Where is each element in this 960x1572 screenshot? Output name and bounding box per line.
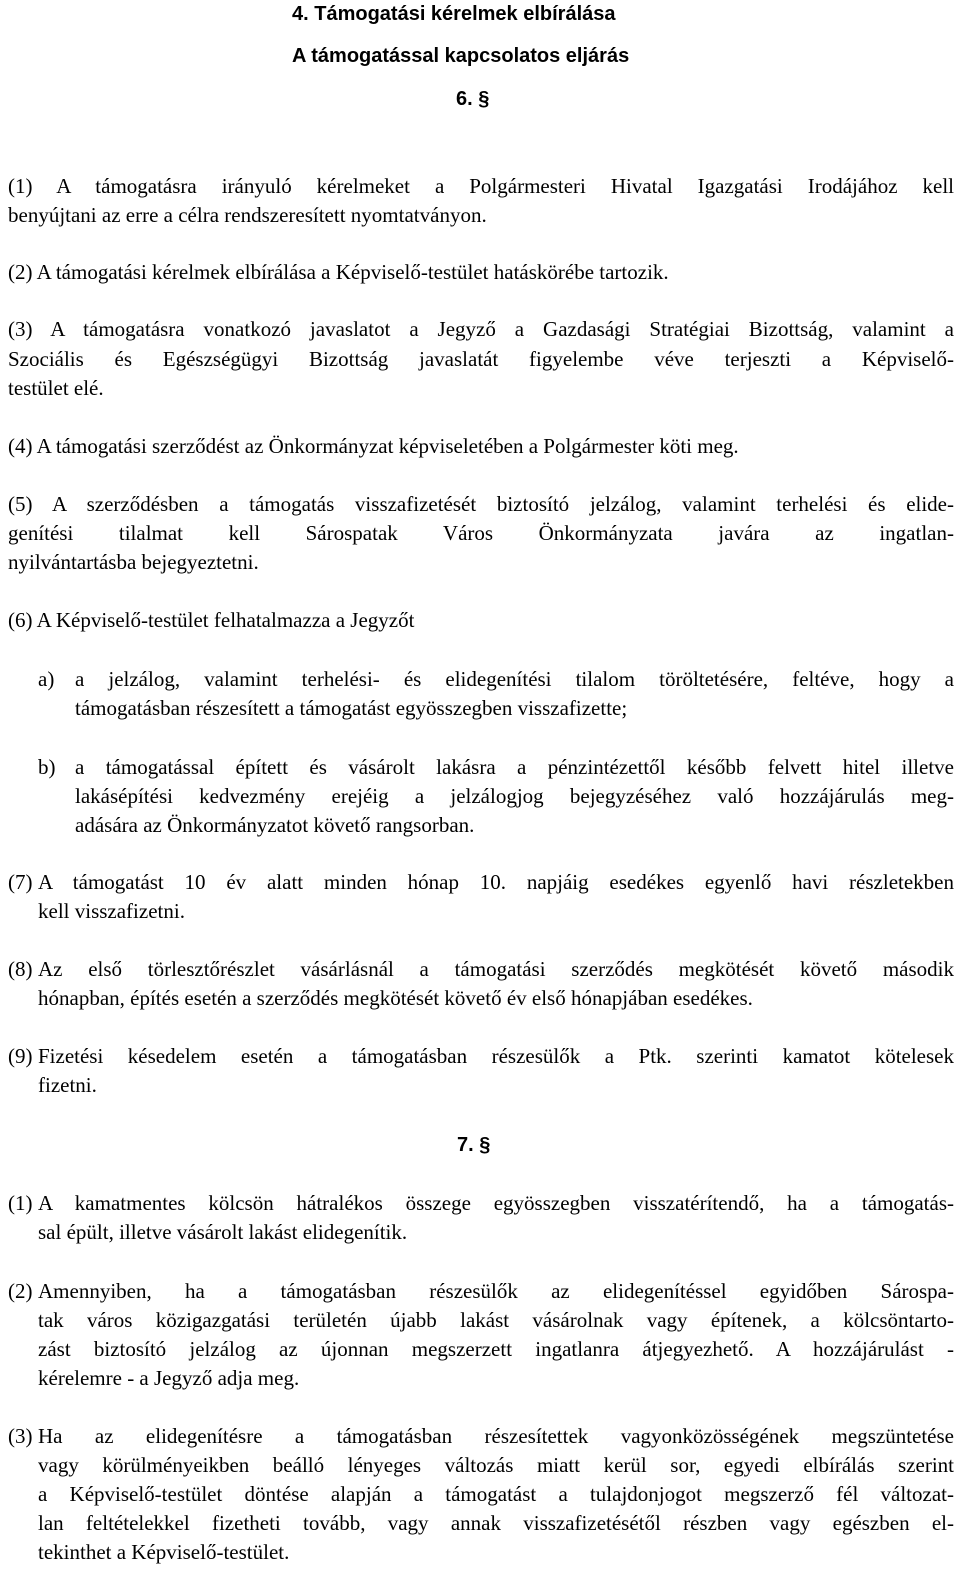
p6-1-line-1: (1) A támogatásra irányuló kérelmeket a Polgármesteri Hivatal Igazgatási Irodájához kell: [8, 174, 954, 198]
p7-3-line-5: tekinthet a Képviselő-testület.: [38, 1540, 290, 1564]
paragraph-6-heading: 6. §: [456, 88, 490, 110]
p7-3-line-1: Ha az elidegenítésre a támogatásban részesítettek vagyonközösségének megszüntetése: [38, 1424, 954, 1448]
p7-3-number: (3): [8, 1424, 33, 1448]
p6-6-b-line-1: a támogatással épített és vásárolt lakásra a pénzintézettől később felvett hitel illetve: [75, 755, 954, 779]
p6-6-b-label: b): [38, 755, 56, 779]
p6-5-line-2: genítési tilalmat kell Sárospatak Város Önkormányzata javára az ingatlan-: [8, 521, 954, 545]
p6-3-line-2: Szociális és Egészségügyi Bizottság javaslatát figyelembe véve terjeszti a Képviselő-: [8, 347, 954, 371]
p7-1-number: (1): [8, 1191, 33, 1215]
p6-3-line-3: testület elé.: [8, 376, 104, 400]
p7-3-line-4: lan feltételekkel fizetheti tovább, vagy annak visszafizetésétől részben vagy egészben el-: [38, 1511, 954, 1535]
p7-2-number: (2): [8, 1279, 33, 1303]
p6-5-line-1: (5) A szerződésben a támogatás visszafizetését biztosító jelzálog, valamint terhelési és elide-: [8, 492, 954, 516]
p7-3-line-2: vagy körülményeikben beálló lényeges változás miatt kerül sor, egyedi elbírálás szerint: [38, 1453, 954, 1477]
p6-1-line-2: benyújtani az erre a célra rendszeresített nyomtatványon.: [8, 203, 487, 227]
p6-6-a-label: a): [38, 667, 55, 691]
p6-7-line-1: A támogatást 10 év alatt minden hónap 10. napjáig esedékes egyenlő havi részletekben: [38, 870, 954, 894]
p6-7-line-2: kell visszafizetni.: [38, 899, 185, 923]
p6-3-line-1: (3) A támogatásra vonatkozó javaslatot a Jegyző a Gazdasági Stratégiai Bizottság, valamint a: [8, 317, 954, 341]
p6-2: (2) A támogatási kérelmek elbírálása a Képviselő-testület hatáskörébe tartozik.: [8, 260, 669, 284]
p6-6-a-line-1: a jelzálog, valamint terhelési- és elidegenítési tilalom töröltetésére, feltéve, hogy a: [75, 667, 954, 691]
p6-9-number: (9): [8, 1044, 33, 1068]
p6-9-line-1: Fizetési késedelem esetén a támogatásban részesülők a Ptk. szerinti kamatot kötelesek: [38, 1044, 954, 1068]
p6-7-number: (7): [8, 870, 33, 894]
section-title: A támogatással kapcsolatos eljárás: [292, 45, 630, 67]
paragraph-7-heading: 7. §: [457, 1134, 491, 1156]
p7-2-line-3: zást biztosító jelzálog az újonnan megszerzett ingatlanra átjegyezhető. A hozzájárulást -: [38, 1337, 954, 1361]
p6-8-line-2: hónapban, építés esetén a szerződés megkötését követő év első hónapjában esedékes.: [38, 986, 753, 1010]
p7-2-line-2: tak város közigazgatási területén újabb lakást vásárolnak vagy építenek, a kölcsöntarto-: [38, 1308, 954, 1332]
p6-9-line-2: fizetni.: [38, 1073, 97, 1097]
p6-8-number: (8): [8, 957, 33, 981]
p7-1-line-2: sal épült, illetve vásárolt lakást elidegenítik.: [38, 1220, 408, 1244]
p6-8-line-1: Az első törlesztőrészlet vásárlásnál a támogatási szerződés megkötését követő második: [38, 957, 954, 981]
p6-6-b-line-3: adására az Önkormányzatot követő rangsorban.: [75, 813, 475, 837]
p6-6-b-line-2: lakásépítési kedvezmény erejéig a jelzálogjog bejegyzéséhez való hozzájárulás meg-: [75, 784, 954, 808]
p6-4: (4) A támogatási szerződést az Önkormányzat képviseletében a Polgármester köti meg.: [8, 434, 739, 458]
p6-6-a-line-2: támogatásban részesített a támogatást egyösszegben visszafizette;: [75, 696, 628, 720]
p7-2-line-1: Amennyiben, ha a támogatásban részesülők az elidegenítéssel egyidőben Sárospa-: [38, 1279, 954, 1303]
p6-6: (6) A Képviselő-testület felhatalmazza a Jegyzőt: [8, 608, 415, 632]
p7-2-line-4: kérelemre - a Jegyző adja meg.: [38, 1366, 300, 1390]
p6-5-line-3: nyilvántartásba bejegyeztetni.: [8, 550, 259, 574]
p7-1-line-1: A kamatmentes kölcsön hátralékos összege egyösszegben visszatérítendő, ha a támogatás-: [38, 1191, 954, 1215]
chapter-title: 4. Támogatási kérelmek elbírálása: [292, 3, 616, 25]
p7-3-line-3: a Képviselő-testület döntése alapján a támogatást a tulajdonjogot megszerző fél változat-: [38, 1482, 954, 1506]
